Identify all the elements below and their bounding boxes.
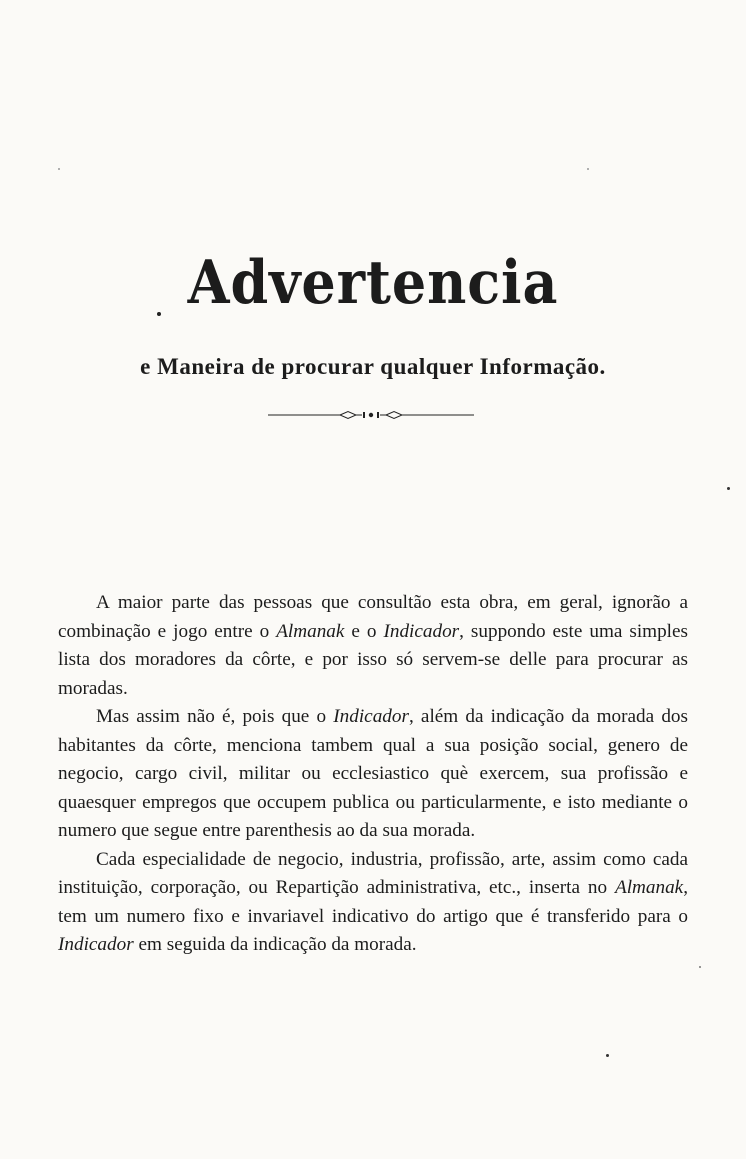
page-subtitle: e Maneira de procurar qualquer Informação. <box>140 354 606 379</box>
body-text <box>58 589 688 960</box>
paragraph-2: Mas assim não é, pois que o Indicador, além da indicação da morada dos habitantes da côrte, menciona tambem qual a sua posição social, genero de negocio, cargo civil, militar ou ecclesiastico què exercem, sua profissão e quaesquer empregos que occupem publica ou particularmente, e isto mediante o numero que segue entre parenthesis ao da sua morada. <box>58 706 688 841</box>
paragraph-1: A maior parte das pessoas que consultão esta obra, em geral, ignorão a combinação e jogo entre o Almanak e o Indicador, suppondo este uma simples lista dos moradores da côrte, e por isso só servem-se delle para procurar as moradas. <box>58 592 688 699</box>
page-title: Advertencia <box>187 248 559 318</box>
ink-speck <box>58 168 60 170</box>
ink-speck <box>606 1054 609 1057</box>
ink-speck <box>587 168 589 170</box>
paragraph-3: Cada especialidade de negocio, industria, profissão, arte, assim como cada instituição, corporação, ou Repartição administrativa, etc., inserta no Almanak, tem um numero fixo e invariavel indicativo do artigo que é transferido para o Indicador em seguida da indicação da morada. <box>58 848 688 955</box>
ink-speck <box>699 966 701 968</box>
ink-speck <box>727 487 730 490</box>
ornamental-divider <box>268 408 474 422</box>
